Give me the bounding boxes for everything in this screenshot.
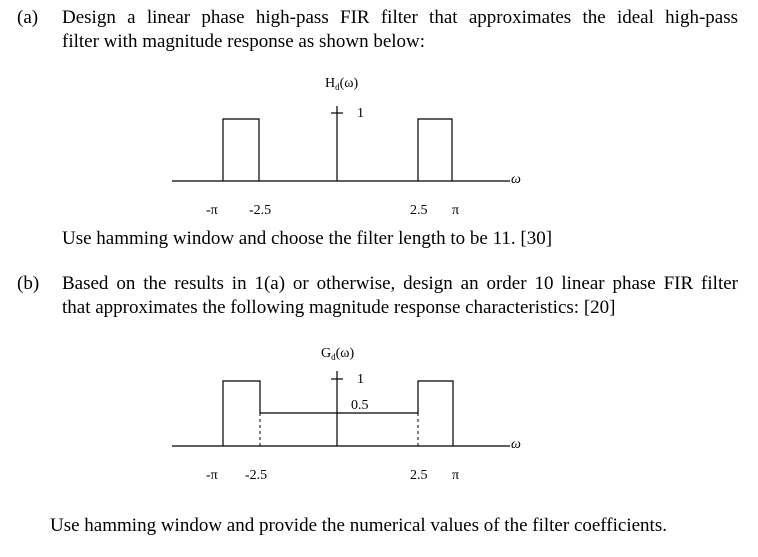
figure-a-pos-cutoff: 2.5	[410, 203, 428, 218]
figure-b-peak-label: 1	[357, 372, 364, 387]
figure-a-neg-cutoff: -2.5	[249, 203, 272, 218]
part-a-line2: filter with magnitude response as shown below:	[62, 31, 426, 52]
figure-b-mid-label: 0.5	[351, 398, 369, 413]
part-a-label: (a)	[17, 7, 39, 28]
part-a-instruction: Use hamming window and choose the filter length to be 11. [30]	[62, 228, 553, 249]
figure-b-omega-label: ω	[511, 437, 521, 452]
part-b-label: (b)	[17, 273, 40, 294]
figure-a-neg-pi: -π	[206, 203, 218, 218]
figure-a-title: $H_d(\omega)$	[325, 76, 359, 92]
figure-a-omega-label: ω	[511, 172, 521, 187]
figure-b-pos-pi: π	[452, 468, 460, 483]
part-b-line2: that approximates the following magnitude response characteristics: [20]	[62, 297, 616, 318]
figure-a-pos-pi: π	[452, 203, 460, 218]
part-b-instruction: Use hamming window and provide the numerical values of the filter coefficients.	[50, 515, 667, 536]
part-a-line1: Design a linear phase high-pass FIR filter that approximates the ideal high-pass	[62, 7, 738, 28]
figure-a-peak-label: 1	[357, 106, 364, 121]
figure-b-neg-cutoff: -2.5	[245, 468, 268, 483]
figure-b-neg-pi: -π	[206, 468, 218, 483]
part-b-line1: Based on the results in 1(a) or otherwise, design an order 10 linear phase FIR filter	[62, 273, 738, 294]
figure-b-pos-cutoff: 2.5	[410, 468, 428, 483]
figure-b-title: $G_d(\omega)$	[321, 346, 355, 362]
